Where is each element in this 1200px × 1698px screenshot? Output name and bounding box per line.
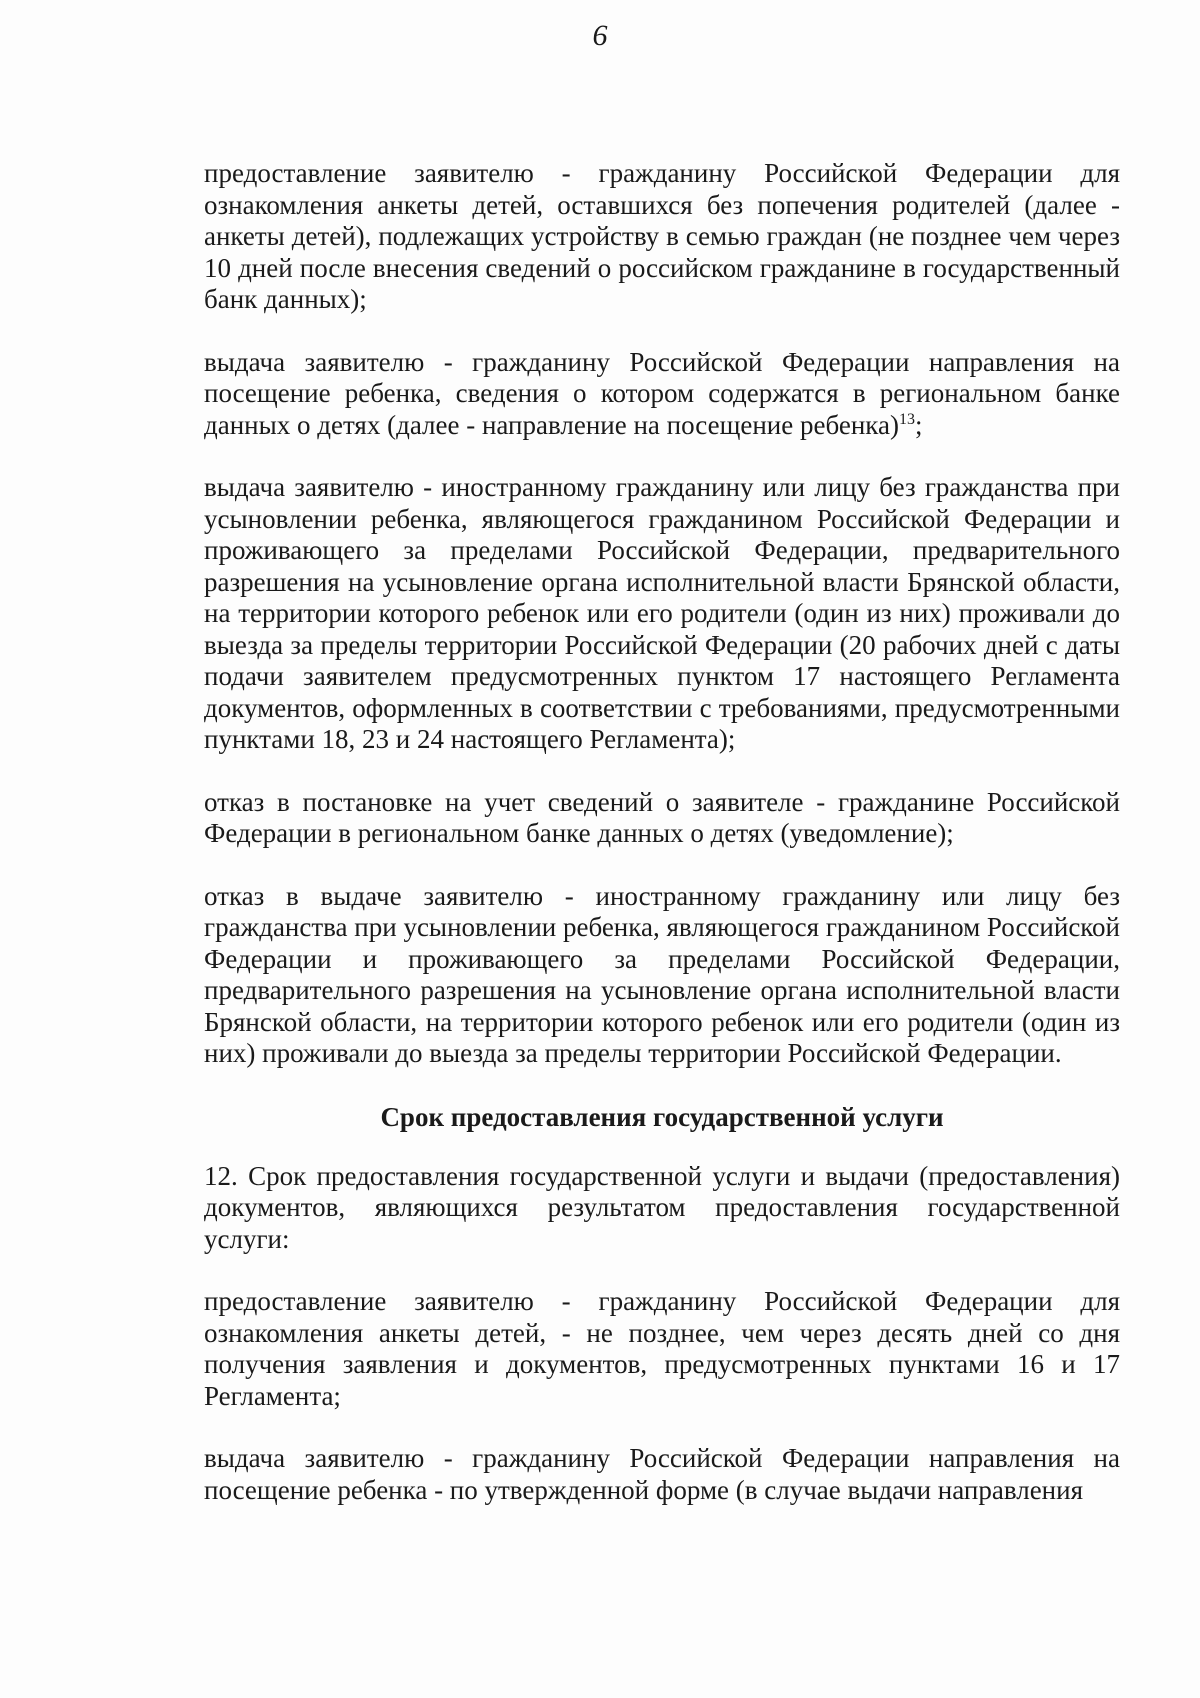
paragraph-visit-referral-tail: ; bbox=[914, 409, 923, 440]
paragraph-questionnaire-term: предоставление заявителю - гражданину Российской Федерации для ознакомления анкеты детей, - не позднее, чем через десять дней со дня получения заявления и документов, предусмотренных пунктами 16 и 17 Регламента; bbox=[204, 1286, 1120, 1411]
paragraph-questionnaire-review: предоставление заявителю - гражданину Российской Федерации для ознакомления анкеты детей, оставшихся без попечения родителей (далее - анкеты детей), подлежащих устройству в семью граждан (не позднее чем через 10 дней после внесения сведений о российском гражданине в государственный банк данных); bbox=[204, 158, 1120, 314]
paragraph-visit-referral-text: выдача заявителю - гражданину Российской Федерации направления на посещение ребенка, сведения о котором содержатся в региональном банке данных о детях (далее - направление на посещение ребенка) bbox=[204, 346, 1120, 440]
paragraph-service-term: 12. Срок предоставления государственной услуги и выдачи (предоставления) документов, являющихся результатом предоставления государственной услуги: bbox=[204, 1160, 1120, 1254]
footnote-reference: 13 bbox=[898, 410, 915, 428]
paragraph-permit-refusal: отказ в выдаче заявителю - иностранному гражданину или лицу без гражданства при усыновлении ребенка, являющегося гражданином Российской Федерации и проживающего за пределами Российской Федерации, предварительного разрешения на усыновление органа исполнительной власти Брянской области, на территории которого ребенок или его родители (один из них) проживали до выезда за пределы территории Российской Федерации. bbox=[204, 880, 1120, 1068]
section-heading: Срок предоставления государственной услуги bbox=[380, 1101, 944, 1132]
page-number: 6 bbox=[592, 19, 608, 52]
document-body bbox=[204, 158, 1120, 1537]
paragraph-registration-refusal: отказ в постановке на учет сведений о заявителе - гражданине Российской Федерации в региональном банке данных о детях (уведомление); bbox=[204, 786, 1120, 848]
paragraph-visit-referral bbox=[204, 347, 1120, 442]
paragraph-referral-term: выдача заявителю - гражданину Российской Федерации направления на посещение ребенка - по утвержденной форме (в случае выдачи направления bbox=[204, 1443, 1120, 1505]
paragraph-preliminary-permit: выдача заявителю - иностранному гражданину или лицу без гражданства при усыновлении ребенка, являющегося гражданином Российской Федерации и проживающего за пределами Российской Федерации, предварительного разрешения на усыновление органа исполнительной власти Брянской области, на территории которого ребенок или его родители (один из них) проживали до выезда за пределы территории Российской Федерации (20 рабочих дней с даты подачи заявителем предусмотренных пунктом 17 настоящего Регламента документов, оформленных в соответствии с требованиями, предусмотренными пунктами 18, 23 и 24 настоящего Регламента); bbox=[204, 472, 1120, 754]
